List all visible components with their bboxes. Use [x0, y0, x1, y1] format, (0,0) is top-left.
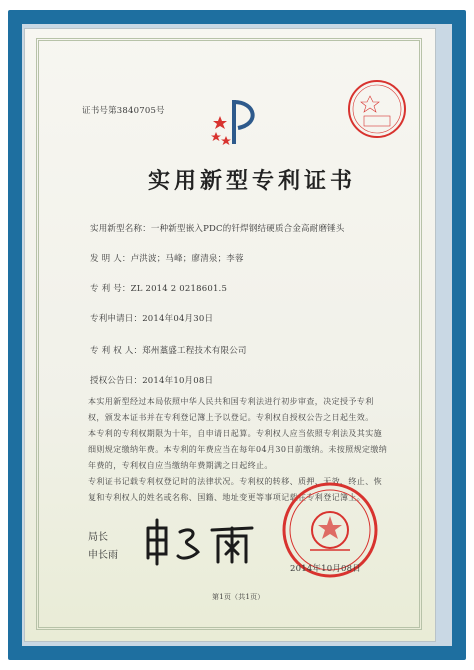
seal-date: 2014年10月08日 — [290, 564, 361, 574]
inventor: 发 明 人：卢洪波；马峰；廖清泉；李蓉 — [90, 254, 244, 264]
certificate-number: 证书号第3840705号 — [82, 106, 165, 116]
page-footer: 第1页（共1页） — [212, 593, 265, 601]
patent-office-logo-icon — [206, 94, 268, 156]
patentee: 专 利 权 人：郑州藁盛工程技术有限公司 — [90, 346, 247, 356]
director-signature — [142, 518, 260, 568]
paragraph-2: 本专利的专利权期限为十年，自申请日起算。专利权人应当依照专利法及其实施细则规定缴纳年费。本专利的年费应当在每年04月30日前缴纳。未按照规定缴纳年费的，专利权自应当缴纳年费期满之日起终止。 — [88, 429, 388, 470]
grant-date: 授权公告日：2014年10月08日 — [90, 376, 214, 386]
patent-number: 专 利 号：ZL 2014 2 0218601.5 — [90, 284, 228, 294]
filing-date: 专利申请日：2014年04月30日 — [90, 314, 214, 324]
paragraph-1: 本实用新型经过本局依照中华人民共和国专利法进行初步审查，决定授予专利权，颁发本证书并在专利登记簿上予以登记。专利权自授权公告之日起生效。 — [88, 397, 374, 422]
paragraph-3: 专利证书记载专利权登记时的法律状况。专利权的转移、质押、无效、终止、恢复和专利权人的姓名或名称、国籍、地址变更等事项记载在专利登记簿上。 — [88, 477, 382, 502]
utility-model-name: 实用新型名称：一种新型嵌入PDC的钎焊钢结硬质合金高耐磨锤头 — [90, 224, 345, 234]
director-title: 局长 — [88, 532, 108, 543]
director-name: 申长雨 — [88, 550, 118, 561]
certificate-title: 实用新型专利证书 — [148, 168, 357, 194]
small-seal-icon — [346, 78, 408, 140]
